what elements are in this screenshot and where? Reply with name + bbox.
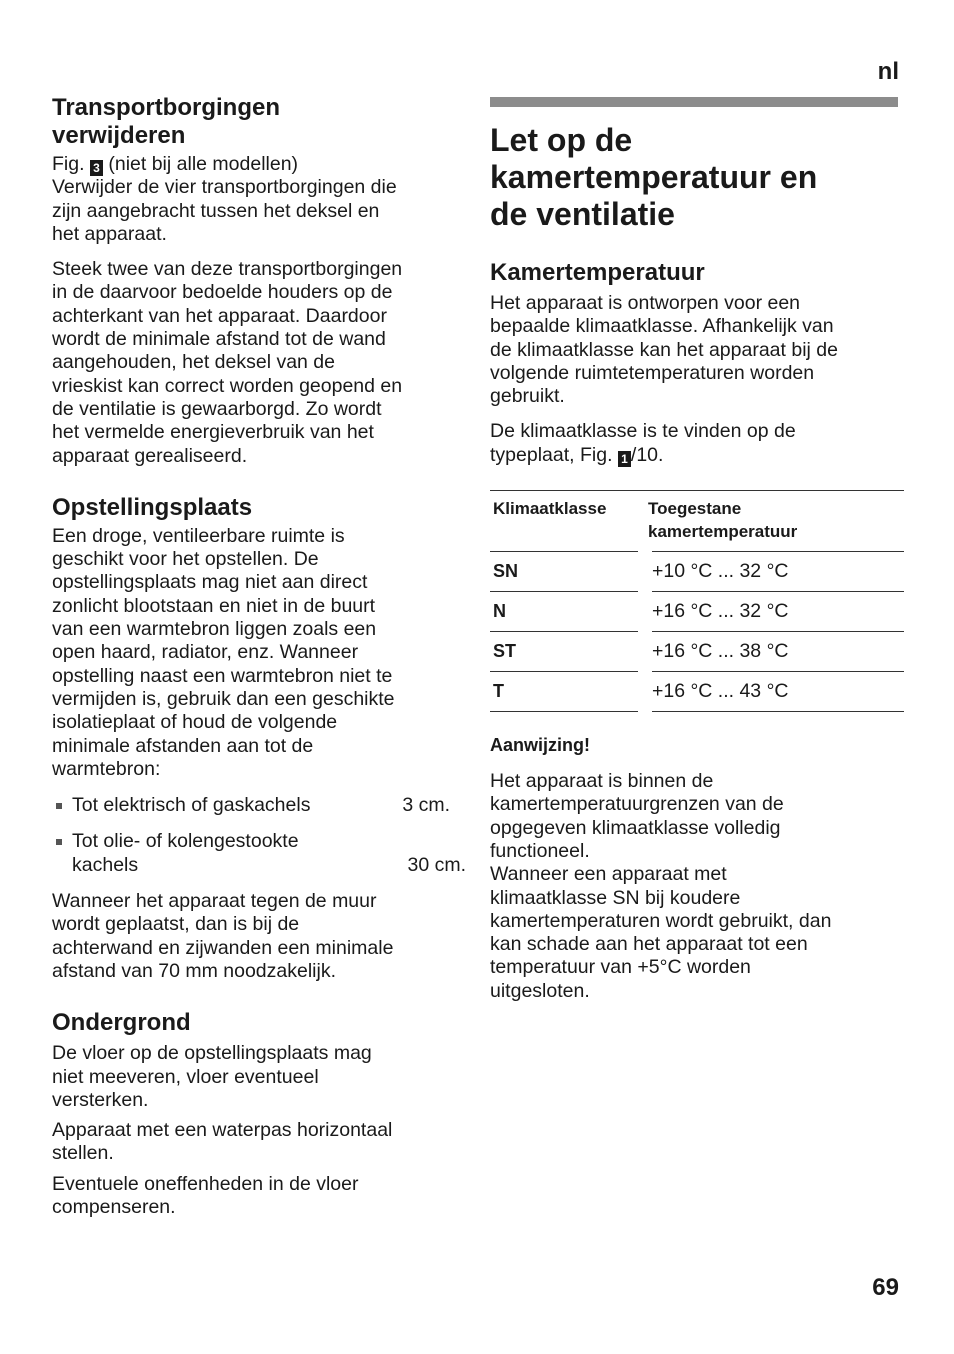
- table-cell-class: N: [490, 592, 645, 632]
- text-line: kachels: [72, 853, 139, 876]
- text-line: opgegeven klimaatklasse volledig: [490, 816, 781, 839]
- text-line: opstellingsplaats mag niet aan direct: [52, 571, 368, 594]
- text-line: de klimaatklasse kan het apparaat bij de: [490, 338, 838, 361]
- text-line: kamertemperaturen wordt gebruikt, dan: [490, 909, 832, 932]
- heading-line: verwijderen: [52, 122, 186, 149]
- text-line: geschikt voor het opstellen. De: [52, 548, 319, 571]
- text-line: Het apparaat is binnen de: [490, 770, 714, 793]
- text-line: open haard, radiator, enz. Wanneer: [52, 641, 359, 664]
- text-line: Een droge, ventileerbare ruimte is: [52, 524, 345, 547]
- table-row: [490, 552, 904, 592]
- text-line: isolatieplaat of houd de volgende: [52, 711, 338, 734]
- list-item-text: Tot elektrisch of gaskachels: [72, 794, 311, 817]
- bullet-square-icon: [56, 839, 62, 845]
- figure-number-badge: 3: [90, 160, 103, 176]
- text-line: apparaat gerealiseerd.: [52, 444, 248, 467]
- paragraph: [52, 525, 466, 781]
- note-heading: Aanwijzing!: [490, 735, 590, 756]
- title-line: kamertemperatuur en: [490, 159, 818, 195]
- text-line: afstand van 70 mm noodzakelijk.: [52, 959, 336, 982]
- bullet-square-icon: [56, 803, 62, 809]
- text-line: Het apparaat is ontworpen voor een: [490, 292, 801, 314]
- text-line: achterkant van het apparaat. Daardoor: [52, 304, 387, 327]
- text-line: volgende ruimtetemperaturen worden: [490, 361, 815, 384]
- list-item: [52, 830, 466, 877]
- text-line: compenseren.: [52, 1195, 176, 1218]
- text-line: stellen.: [52, 1142, 114, 1165]
- text-line: De vloer op de opstellingsplaats mag: [52, 1042, 372, 1065]
- table-row: [490, 592, 904, 632]
- table-row: [490, 632, 904, 672]
- text-line: wordt geplaatst, dan is bij de: [52, 913, 300, 936]
- header-line: Toegestane: [648, 499, 742, 519]
- fig-note: (niet bij alle modellen): [108, 153, 299, 175]
- section-heading-kamertemperatuur: Kamertemperatuur: [490, 259, 705, 286]
- table-row: [490, 672, 904, 712]
- text-line: Eventuele oneffenheden in de vloer: [52, 1172, 359, 1195]
- paragraph: [52, 1119, 466, 1166]
- left-column: [52, 94, 466, 1219]
- section-heading-transport: [52, 94, 466, 150]
- text-line: /10.: [630, 443, 664, 466]
- paragraph: [490, 292, 904, 408]
- paragraph: [490, 420, 904, 467]
- text-line: van een warmtebron liggen zoals een: [52, 618, 377, 641]
- text-line: temperatuur van +5°C worden: [490, 956, 751, 979]
- language-marker: nl: [877, 58, 899, 85]
- table-cell-temperature: +16 °C ... 43 °C: [645, 672, 904, 712]
- text-line: vrieskist kan correct worden geopend en: [52, 374, 403, 397]
- text-line: de ventilatie is gewaarborgd. Zo wordt: [52, 397, 382, 420]
- chapter-title: [490, 122, 904, 233]
- paragraph: [52, 890, 466, 983]
- table-cell-temperature: +16 °C ... 32 °C: [645, 592, 904, 632]
- text-line: Wanneer een apparaat met: [490, 863, 727, 886]
- paragraph: [52, 1173, 466, 1220]
- paragraph: [52, 1042, 466, 1112]
- text-line: vermijden is, gebruik dan een geschikte: [52, 687, 395, 710]
- paragraph: [52, 176, 466, 246]
- heading-line: Transportborgingen: [52, 94, 280, 121]
- title-line: Let op de: [490, 122, 633, 158]
- text-line: het vermelde energieverbruik van het: [52, 421, 374, 444]
- text-line: functioneel.: [490, 839, 590, 862]
- section-divider-bar: [490, 97, 898, 107]
- table-cell-class: SN: [490, 552, 645, 592]
- section-heading-opstelling: Opstellingsplaats: [52, 493, 253, 521]
- list-item-value: 30 cm.: [407, 853, 466, 876]
- section-heading-ondergrond: Ondergrond: [52, 1009, 191, 1037]
- table-header-row: [490, 491, 904, 552]
- climate-class-table: [490, 490, 904, 712]
- note-paragraph: [490, 770, 904, 1003]
- text-line: kamertemperatuurgrenzen van de: [490, 793, 784, 816]
- header-line: kamertemperatuur: [648, 522, 798, 542]
- list-item-text: [72, 830, 466, 877]
- list-item-value: 3 cm.: [402, 794, 450, 817]
- paragraph: [52, 258, 466, 468]
- page-number: 69: [872, 1274, 899, 1301]
- text-line: typeplaat, Fig.: [490, 443, 613, 466]
- title-line: de ventilatie: [490, 196, 675, 232]
- text-line: warmtebron:: [52, 757, 161, 780]
- text-line: aangehouden, het deksel van de: [52, 351, 335, 374]
- text-line: Steek twee van deze transportborgingen: [52, 258, 403, 281]
- text-line: klimaatklasse SN bij koudere: [490, 886, 741, 909]
- table-cell-temperature: +10 °C ... 32 °C: [645, 552, 904, 592]
- table-cell-temperature: +16 °C ... 38 °C: [645, 632, 904, 672]
- text-line: het apparaat.: [52, 222, 167, 245]
- text-line: Apparaat met een waterpas horizontaal: [52, 1119, 393, 1142]
- column-header-temperature: [645, 491, 904, 552]
- right-column: [490, 97, 904, 1003]
- column-header-class: Klimaatklasse: [493, 499, 607, 519]
- figure-reference: [52, 153, 466, 176]
- text-line: De klimaatklasse is te vinden op de: [490, 420, 796, 443]
- text-line: opstelling naast een warmtebron niet te: [52, 664, 393, 687]
- table-cell-class: T: [493, 681, 504, 702]
- table-cell-class: ST: [490, 632, 645, 672]
- text-line: gebruikt.: [490, 385, 565, 408]
- text-line: Wanneer het apparaat tegen de muur: [52, 890, 377, 913]
- text-line: niet meeveren, vloer eventueel: [52, 1065, 319, 1088]
- figure-number-badge: 1: [618, 451, 631, 467]
- text-line: bepaalde klimaatklasse. Afhankelijk van: [490, 315, 834, 338]
- list-item: [52, 794, 466, 817]
- text-line: minimale afstanden aan tot de: [52, 734, 314, 757]
- fig-label: Fig.: [52, 153, 85, 175]
- text-line: Verwijder de vier transportborgingen die: [52, 176, 397, 199]
- text-line: Tot olie- of kolengestookte: [72, 830, 299, 853]
- text-line: uitgesloten.: [490, 979, 590, 1002]
- text-line: wordt de minimale afstand tot de wand: [52, 328, 386, 351]
- text-line: kan schade aan het apparaat tot een: [490, 933, 808, 956]
- text-line: zijn aangebracht tussen het deksel en: [52, 199, 380, 222]
- text-line: versterken.: [52, 1088, 149, 1111]
- text-line: achterwand en zijwanden een minimale: [52, 936, 394, 959]
- text-line: in de daarvoor bedoelde houders op de: [52, 281, 393, 304]
- text-line: zonlicht blootstaan en niet in de buurt: [52, 594, 376, 617]
